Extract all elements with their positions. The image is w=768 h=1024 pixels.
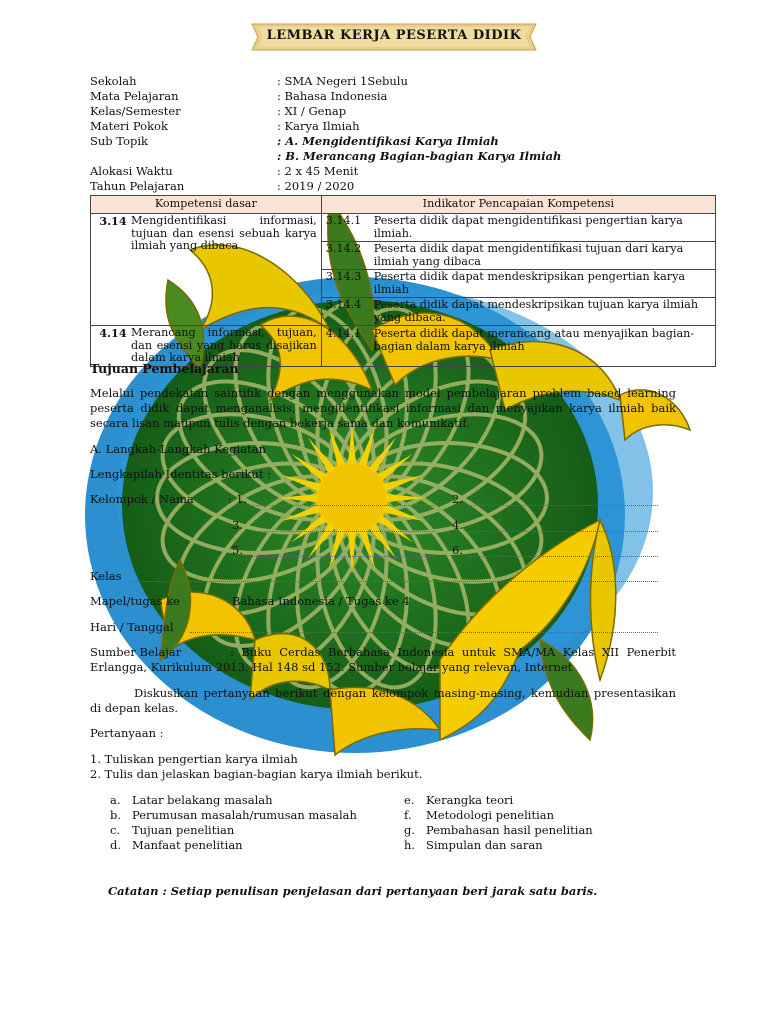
tujuan-heading: Tujuan Pembelajaran <box>90 361 239 376</box>
identity-row-mapel <box>90 89 650 104</box>
indikator-cell <box>321 214 715 326</box>
kd-text: Mengidentifikasi informasi, tujuan dan esensi sebuah karya ilmiah yang dibaca <box>131 214 317 252</box>
table-row <box>91 326 716 367</box>
member-3-line[interactable] <box>250 531 435 532</box>
indikator-item <box>322 327 715 354</box>
list-text: Pembahasan hasil penelitian <box>426 823 593 837</box>
identity-row-tahun <box>90 179 650 194</box>
list-key: g. <box>404 823 416 837</box>
member-1-line[interactable] <box>250 505 435 506</box>
list-key: d. <box>110 838 122 852</box>
identity-row-materi <box>90 119 650 134</box>
member-number: 2. <box>452 492 463 506</box>
member-number: 4. <box>452 518 463 532</box>
list-key: e. <box>404 793 415 807</box>
header-kd: Kompetensi dasar <box>91 196 322 214</box>
list-text: Metodologi penelitian <box>426 808 555 822</box>
member-5-line[interactable] <box>250 556 435 557</box>
list-text: Latar belakang masalah <box>132 793 273 807</box>
sumber-text: : Buku Cerdas Berbahasa Indonesia untuk SMA/MA Kelas XII Penerbit Erlangga, Kurikulum 2013. Hal 148 sd 152. Sumber belajar yang relevan, Internet <box>90 645 676 674</box>
list-key: h. <box>404 838 416 852</box>
langkah-heading: A. Langkah-Langkah Kegiatan <box>90 442 267 456</box>
pertanyaan-label: Pertanyaan : <box>90 726 164 740</box>
page-title: LEMBAR KERJA PESERTA DIDIK <box>266 28 522 43</box>
kd-cell <box>91 214 322 326</box>
identity-label: Alokasi Waktu <box>90 164 173 178</box>
identity-value: : Bahasa Indonesia <box>277 89 388 103</box>
indikator-number: 3.14.3 <box>325 270 362 283</box>
indikator-text: Peserta didik dapat mendeskripsikan pengertian karya ilmiah <box>373 270 686 296</box>
kelompok-label: Kelompok / Nama <box>90 492 194 506</box>
list-item <box>404 838 543 852</box>
identity-label: Mata Pelajaran <box>90 89 179 103</box>
question-2: 2. Tulis dan jelaskan bagian-bagian karya ilmiah berikut. <box>90 767 423 781</box>
identity-value: : XI / Genap <box>277 104 347 118</box>
kd-cell <box>91 326 322 367</box>
identity-row-subtopik <box>90 134 650 149</box>
header-indikator: Indikator Pencapaian Kompetensi <box>321 196 715 214</box>
kd-number: 4.14 <box>99 326 127 340</box>
sumber-label: Sumber Belajar <box>90 645 182 659</box>
identity-label: Sekolah <box>90 74 137 88</box>
list-key: f. <box>404 808 412 822</box>
list-item <box>110 808 357 822</box>
list-item <box>404 823 593 837</box>
identity-label: Kelas/Semester <box>90 104 181 118</box>
table-row <box>91 214 716 326</box>
member-number: 6. <box>452 543 463 557</box>
competency-table <box>90 195 716 367</box>
identity-label: Sub Topik <box>90 134 149 148</box>
catatan-note: Catatan : Setiap penulisan penjelasan dari pertanyaan beri jarak satu baris. <box>108 884 598 898</box>
identity-row-kelas <box>90 104 650 119</box>
mapel-label: Mapel/tugas ke <box>90 594 180 608</box>
identity-label: Tahun Pelajaran <box>90 179 185 193</box>
indikator-item <box>322 214 715 242</box>
title-banner <box>248 20 540 54</box>
list-key: b. <box>110 808 122 822</box>
table-header-row <box>91 196 716 214</box>
identity-row-sekolah <box>90 74 650 89</box>
list-item <box>404 808 554 822</box>
list-item <box>110 823 234 837</box>
indikator-number: 3.14.2 <box>325 242 362 255</box>
indikator-text: Peserta didik dapat mengidentifikasi tujuan dari karya ilmiah yang dibaca <box>373 242 684 268</box>
list-key: a. <box>110 793 121 807</box>
identity-value: : SMA Negeri 1Sebulu <box>277 74 408 88</box>
kd-number: 3.14 <box>99 214 127 228</box>
list-item <box>110 793 273 807</box>
list-text: Tujuan penelitian <box>132 823 235 837</box>
identity-value: : 2019 / 2020 <box>277 179 355 193</box>
mapel-value: Bahasa Indonesia / Tugas ke 4 <box>232 594 410 608</box>
indikator-item <box>322 298 715 325</box>
kelas-line[interactable] <box>130 581 658 582</box>
tujuan-text: Melalui pendekatan saintifik dengan menggunakan model pembelajaran problem based learning peserta didik dapat menganalisis, mengidentifikasi informasi dan menyajikan karya ilmiah baik secara lisan maupun tulis dengan bekerja sama dan komunikatif. <box>90 386 676 430</box>
list-text: Manfaat penelitian <box>132 838 243 852</box>
list-text: Kerangka teori <box>426 793 514 807</box>
indikator-item <box>322 242 715 270</box>
indikator-item <box>322 270 715 298</box>
indikator-number: 3.14.4 <box>325 298 362 311</box>
identity-row-alokasi <box>90 164 650 179</box>
member-6-line[interactable] <box>468 556 658 557</box>
indikator-text: Peserta didik dapat mendeskripsikan tujuan karya ilmiah yang dibaca. <box>373 298 699 324</box>
kd-text: Merancang informasi, tujuan, dan esensi yang harus disajikan dalam karya ilmiah <box>131 326 317 364</box>
list-text: Simpulan dan saran <box>426 838 543 852</box>
question-1: 1. Tuliskan pengertian karya ilmiah <box>90 752 298 766</box>
indikator-text: Peserta didik dapat merancang atau menyajikan bagian-bagian dalam karya ilmiah <box>373 327 695 353</box>
langkah-intro: Lengkapilah Identitas berikut : <box>90 467 271 481</box>
member-number: 3. <box>232 518 243 532</box>
identity-value: : 2 x 45 Menit <box>277 164 359 178</box>
identity-row-subtopik-b <box>90 149 650 164</box>
identity-value: : B. Merancang Bagian-bagian Karya Ilmiah <box>277 149 562 163</box>
member-2-line[interactable] <box>468 505 658 506</box>
diskusi-text: Diskusikan pertanyaan berikut dengan kelompok masing-masing, kemudian presentasikan di depan kelas. <box>90 686 676 715</box>
colon: : <box>228 492 232 506</box>
indikator-cell <box>321 326 715 367</box>
list-item <box>404 793 513 807</box>
indikator-number: 3.14.1 <box>325 214 362 227</box>
kelas-label: Kelas <box>90 569 122 583</box>
list-item <box>110 838 243 852</box>
member-4-line[interactable] <box>468 531 658 532</box>
list-text: Perumusan masalah/rumusan masalah <box>132 808 357 822</box>
indikator-text: Peserta didik dapat mengidentifikasi pengertian karya ilmiah. <box>373 214 683 240</box>
identity-label: Materi Pokok <box>90 119 168 133</box>
hari-label: Hari / Tanggal <box>90 620 174 634</box>
list-key: c. <box>110 823 121 837</box>
identity-value: : A. Mengidentifikasi Karya Ilmiah <box>277 134 499 148</box>
hari-line[interactable] <box>190 632 658 633</box>
member-number: 1. <box>236 492 247 506</box>
indikator-number: 4.14.1 <box>325 327 362 340</box>
identity-value: : Karya Ilmiah <box>277 119 360 133</box>
member-number: 5. <box>232 543 243 557</box>
